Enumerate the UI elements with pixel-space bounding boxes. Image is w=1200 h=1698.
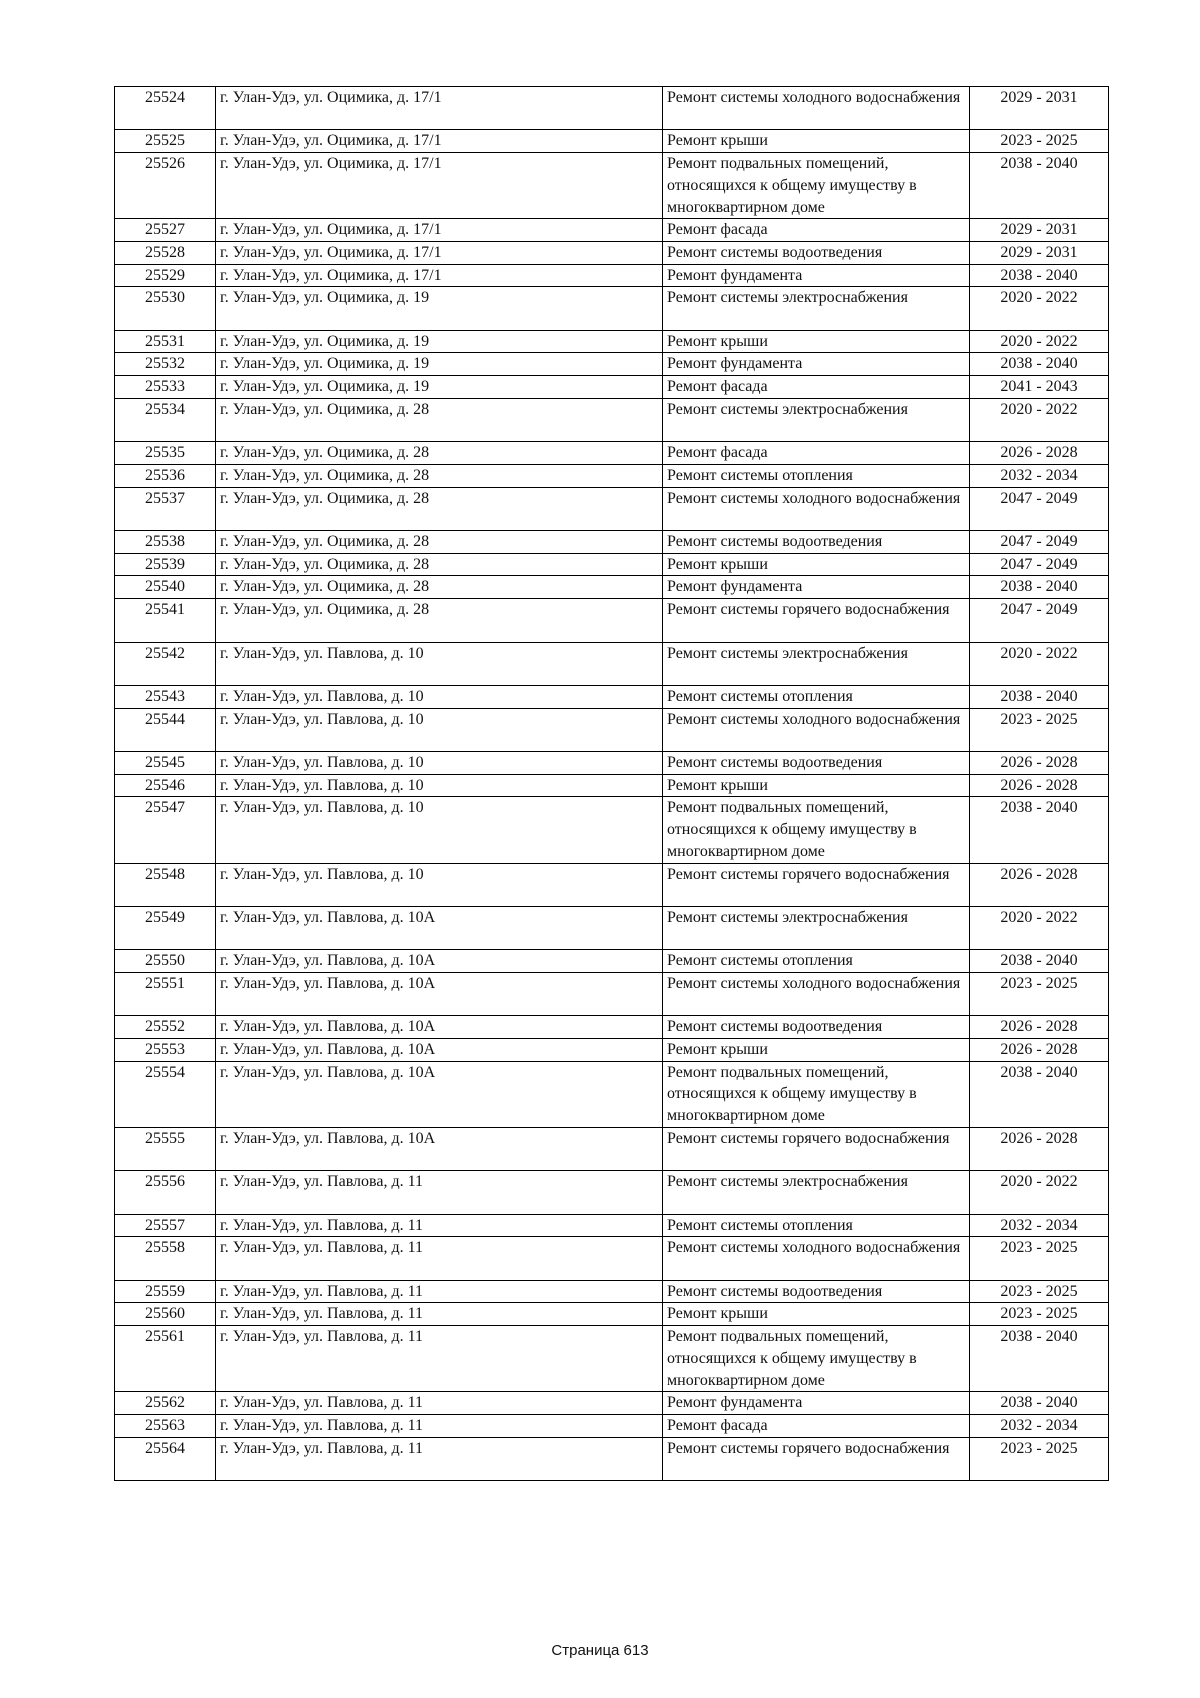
address-cell: г. Улан-Удэ, ул. Павлова, д. 10 (216, 774, 663, 797)
table-row (115, 219, 1109, 242)
row-id-cell: 25545 (115, 751, 216, 774)
work-type-cell: Ремонт системы горячего водоснабжения (663, 863, 970, 906)
table-row (115, 1414, 1109, 1437)
work-type-cell: Ремонт системы электроснабжения (663, 1171, 970, 1214)
address-cell: г. Улан-Удэ, ул. Павлова, д. 11 (216, 1392, 663, 1415)
period-cell: 2032 - 2034 (970, 464, 1109, 487)
work-type-cell: Ремонт подвальных помещений, относящихся к общему имуществу в многоквартирном доме (663, 153, 970, 219)
work-type-cell: Ремонт системы холодного водоснабжения (663, 1237, 970, 1280)
table-row (115, 1171, 1109, 1214)
period-cell: 2020 - 2022 (970, 330, 1109, 353)
table-row (115, 1392, 1109, 1415)
work-type-cell: Ремонт системы горячего водоснабжения (663, 1127, 970, 1170)
period-cell: 2029 - 2031 (970, 87, 1109, 130)
table-row (115, 1280, 1109, 1303)
row-id-cell: 25557 (115, 1214, 216, 1237)
work-type-cell: Ремонт крыши (663, 130, 970, 153)
row-id-cell: 25526 (115, 153, 216, 219)
row-id-cell: 25530 (115, 287, 216, 330)
table-row (115, 153, 1109, 219)
work-type-cell: Ремонт системы водоотведения (663, 751, 970, 774)
period-cell: 2038 - 2040 (970, 153, 1109, 219)
period-cell: 2041 - 2043 (970, 376, 1109, 399)
period-cell: 2023 - 2025 (970, 972, 1109, 1015)
period-cell: 2020 - 2022 (970, 1171, 1109, 1214)
address-cell: г. Улан-Удэ, ул. Оцимика, д. 19 (216, 287, 663, 330)
period-cell: 2038 - 2040 (970, 1392, 1109, 1415)
table-row (115, 599, 1109, 642)
table-row (115, 708, 1109, 751)
period-cell: 2047 - 2049 (970, 553, 1109, 576)
table-row (115, 906, 1109, 949)
page-number: Страница 613 (551, 1642, 649, 1659)
work-type-cell: Ремонт фасада (663, 376, 970, 399)
period-cell: 2026 - 2028 (970, 442, 1109, 465)
address-cell: г. Улан-Удэ, ул. Оцимика, д. 28 (216, 553, 663, 576)
address-cell: г. Улан-Удэ, ул. Павлова, д. 11 (216, 1303, 663, 1326)
table-row (115, 685, 1109, 708)
table-row (115, 1061, 1109, 1127)
row-id-cell: 25549 (115, 906, 216, 949)
period-cell: 2023 - 2025 (970, 1237, 1109, 1280)
table-row (115, 1326, 1109, 1392)
period-cell: 2038 - 2040 (970, 264, 1109, 287)
address-cell: г. Улан-Удэ, ул. Оцимика, д. 28 (216, 442, 663, 465)
period-cell: 2026 - 2028 (970, 1127, 1109, 1170)
address-cell: г. Улан-Удэ, ул. Павлова, д. 10А (216, 1016, 663, 1039)
table-row (115, 797, 1109, 863)
row-id-cell: 25528 (115, 241, 216, 264)
row-id-cell: 25564 (115, 1437, 216, 1480)
work-type-cell: Ремонт системы водоотведения (663, 531, 970, 554)
row-id-cell: 25558 (115, 1237, 216, 1280)
table-row (115, 241, 1109, 264)
period-cell: 2038 - 2040 (970, 576, 1109, 599)
address-cell: г. Улан-Удэ, ул. Павлова, д. 11 (216, 1437, 663, 1480)
work-type-cell: Ремонт системы горячего водоснабжения (663, 1437, 970, 1480)
work-type-cell: Ремонт фасада (663, 219, 970, 242)
period-cell: 2023 - 2025 (970, 130, 1109, 153)
row-id-cell: 25548 (115, 863, 216, 906)
address-cell: г. Улан-Удэ, ул. Оцимика, д. 28 (216, 531, 663, 554)
work-type-cell: Ремонт системы отопления (663, 950, 970, 973)
period-cell: 2038 - 2040 (970, 1061, 1109, 1127)
address-cell: г. Улан-Удэ, ул. Павлова, д. 10А (216, 950, 663, 973)
row-id-cell: 25535 (115, 442, 216, 465)
period-cell: 2023 - 2025 (970, 1303, 1109, 1326)
table-row (115, 576, 1109, 599)
work-type-cell: Ремонт системы электроснабжения (663, 906, 970, 949)
work-type-cell: Ремонт системы электроснабжения (663, 642, 970, 685)
row-id-cell: 25532 (115, 353, 216, 376)
row-id-cell: 25543 (115, 685, 216, 708)
row-id-cell: 25527 (115, 219, 216, 242)
row-id-cell: 25541 (115, 599, 216, 642)
work-type-cell: Ремонт фундамента (663, 576, 970, 599)
work-type-cell: Ремонт подвальных помещений, относящихся к общему имуществу в многоквартирном доме (663, 1326, 970, 1392)
row-id-cell: 25560 (115, 1303, 216, 1326)
address-cell: г. Улан-Удэ, ул. Павлова, д. 11 (216, 1237, 663, 1280)
work-type-cell: Ремонт подвальных помещений, относящихся к общему имуществу в многоквартирном доме (663, 797, 970, 863)
address-cell: г. Улан-Удэ, ул. Оцимика, д. 28 (216, 464, 663, 487)
period-cell: 2020 - 2022 (970, 287, 1109, 330)
row-id-cell: 25529 (115, 264, 216, 287)
row-id-cell: 25536 (115, 464, 216, 487)
table-row (115, 642, 1109, 685)
row-id-cell: 25544 (115, 708, 216, 751)
address-cell: г. Улан-Удэ, ул. Павлова, д. 10 (216, 751, 663, 774)
work-type-cell: Ремонт фасада (663, 1414, 970, 1437)
row-id-cell: 25525 (115, 130, 216, 153)
work-type-cell: Ремонт крыши (663, 553, 970, 576)
period-cell: 2029 - 2031 (970, 219, 1109, 242)
table-row (115, 1237, 1109, 1280)
repair-schedule-table (114, 86, 1109, 1481)
work-type-cell: Ремонт крыши (663, 1303, 970, 1326)
work-type-cell: Ремонт системы электроснабжения (663, 398, 970, 441)
address-cell: г. Улан-Удэ, ул. Оцимика, д. 17/1 (216, 153, 663, 219)
table-row (115, 1039, 1109, 1062)
row-id-cell: 25552 (115, 1016, 216, 1039)
period-cell: 2038 - 2040 (970, 685, 1109, 708)
work-type-cell: Ремонт системы горячего водоснабжения (663, 599, 970, 642)
address-cell: г. Улан-Удэ, ул. Павлова, д. 10 (216, 863, 663, 906)
row-id-cell: 25531 (115, 330, 216, 353)
address-cell: г. Улан-Удэ, ул. Павлова, д. 10 (216, 642, 663, 685)
address-cell: г. Улан-Удэ, ул. Павлова, д. 11 (216, 1171, 663, 1214)
row-id-cell: 25546 (115, 774, 216, 797)
row-id-cell: 25534 (115, 398, 216, 441)
row-id-cell: 25538 (115, 531, 216, 554)
period-cell: 2026 - 2028 (970, 774, 1109, 797)
row-id-cell: 25547 (115, 797, 216, 863)
work-type-cell: Ремонт крыши (663, 1039, 970, 1062)
row-id-cell: 25540 (115, 576, 216, 599)
period-cell: 2023 - 2025 (970, 1437, 1109, 1480)
address-cell: г. Улан-Удэ, ул. Павлова, д. 10 (216, 685, 663, 708)
table-body (115, 87, 1109, 1481)
table-row (115, 130, 1109, 153)
address-cell: г. Улан-Удэ, ул. Павлова, д. 10 (216, 797, 663, 863)
address-cell: г. Улан-Удэ, ул. Оцимика, д. 17/1 (216, 264, 663, 287)
table-row (115, 264, 1109, 287)
row-id-cell: 25542 (115, 642, 216, 685)
work-type-cell: Ремонт системы холодного водоснабжения (663, 487, 970, 530)
row-id-cell: 25555 (115, 1127, 216, 1170)
period-cell: 2023 - 2025 (970, 1280, 1109, 1303)
period-cell: 2047 - 2049 (970, 487, 1109, 530)
period-cell: 2038 - 2040 (970, 797, 1109, 863)
address-cell: г. Улан-Удэ, ул. Оцимика, д. 19 (216, 353, 663, 376)
period-cell: 2038 - 2040 (970, 950, 1109, 973)
table-row (115, 972, 1109, 1015)
table-row (115, 487, 1109, 530)
table-row (115, 1016, 1109, 1039)
table-row (115, 398, 1109, 441)
work-type-cell: Ремонт фундамента (663, 264, 970, 287)
period-cell: 2026 - 2028 (970, 1039, 1109, 1062)
period-cell: 2032 - 2034 (970, 1414, 1109, 1437)
table-row (115, 553, 1109, 576)
address-cell: г. Улан-Удэ, ул. Оцимика, д. 28 (216, 487, 663, 530)
work-type-cell: Ремонт системы холодного водоснабжения (663, 87, 970, 130)
work-type-cell: Ремонт системы отопления (663, 685, 970, 708)
row-id-cell: 25553 (115, 1039, 216, 1062)
table-row (115, 442, 1109, 465)
table-row (115, 531, 1109, 554)
period-cell: 2047 - 2049 (970, 599, 1109, 642)
row-id-cell: 25550 (115, 950, 216, 973)
address-cell: г. Улан-Удэ, ул. Павлова, д. 10 (216, 708, 663, 751)
period-cell: 2026 - 2028 (970, 1016, 1109, 1039)
period-cell: 2029 - 2031 (970, 241, 1109, 264)
period-cell: 2026 - 2028 (970, 863, 1109, 906)
work-type-cell: Ремонт системы отопления (663, 1214, 970, 1237)
work-type-cell: Ремонт системы отопления (663, 464, 970, 487)
period-cell: 2023 - 2025 (970, 708, 1109, 751)
row-id-cell: 25539 (115, 553, 216, 576)
table-row (115, 1214, 1109, 1237)
table-row (115, 464, 1109, 487)
address-cell: г. Улан-Удэ, ул. Оцимика, д. 17/1 (216, 130, 663, 153)
row-id-cell: 25559 (115, 1280, 216, 1303)
row-id-cell: 25563 (115, 1414, 216, 1437)
address-cell: г. Улан-Удэ, ул. Оцимика, д. 19 (216, 330, 663, 353)
table-row (115, 353, 1109, 376)
period-cell: 2032 - 2034 (970, 1214, 1109, 1237)
work-type-cell: Ремонт системы холодного водоснабжения (663, 972, 970, 1015)
period-cell: 2038 - 2040 (970, 353, 1109, 376)
row-id-cell: 25556 (115, 1171, 216, 1214)
address-cell: г. Улан-Удэ, ул. Оцимика, д. 28 (216, 398, 663, 441)
address-cell: г. Улан-Удэ, ул. Оцимика, д. 19 (216, 376, 663, 399)
table-row (115, 1437, 1109, 1480)
address-cell: г. Улан-Удэ, ул. Павлова, д. 11 (216, 1326, 663, 1392)
table-row (115, 1303, 1109, 1326)
table-row (115, 863, 1109, 906)
table-row (115, 376, 1109, 399)
address-cell: г. Улан-Удэ, ул. Оцимика, д. 17/1 (216, 87, 663, 130)
period-cell: 2020 - 2022 (970, 906, 1109, 949)
period-cell: 2020 - 2022 (970, 642, 1109, 685)
row-id-cell: 25533 (115, 376, 216, 399)
period-cell: 2038 - 2040 (970, 1326, 1109, 1392)
period-cell: 2047 - 2049 (970, 531, 1109, 554)
table-row (115, 287, 1109, 330)
work-type-cell: Ремонт системы водоотведения (663, 241, 970, 264)
address-cell: г. Улан-Удэ, ул. Оцимика, д. 17/1 (216, 219, 663, 242)
address-cell: г. Улан-Удэ, ул. Павлова, д. 10А (216, 1127, 663, 1170)
address-cell: г. Улан-Удэ, ул. Павлова, д. 11 (216, 1414, 663, 1437)
table-row (115, 330, 1109, 353)
row-id-cell: 25524 (115, 87, 216, 130)
table-row (115, 751, 1109, 774)
row-id-cell: 25537 (115, 487, 216, 530)
row-id-cell: 25562 (115, 1392, 216, 1415)
work-type-cell: Ремонт системы электроснабжения (663, 287, 970, 330)
work-type-cell: Ремонт фасада (663, 442, 970, 465)
address-cell: г. Улан-Удэ, ул. Павлова, д. 10А (216, 972, 663, 1015)
table-row (115, 87, 1109, 130)
row-id-cell: 25551 (115, 972, 216, 1015)
address-cell: г. Улан-Удэ, ул. Павлова, д. 11 (216, 1280, 663, 1303)
work-type-cell: Ремонт системы водоотведения (663, 1016, 970, 1039)
table-row (115, 950, 1109, 973)
table-row (115, 774, 1109, 797)
table-row (115, 1127, 1109, 1170)
work-type-cell: Ремонт фундамента (663, 353, 970, 376)
address-cell: г. Улан-Удэ, ул. Павлова, д. 10А (216, 906, 663, 949)
work-type-cell: Ремонт крыши (663, 774, 970, 797)
work-type-cell: Ремонт системы водоотведения (663, 1280, 970, 1303)
work-type-cell: Ремонт фундамента (663, 1392, 970, 1415)
row-id-cell: 25554 (115, 1061, 216, 1127)
address-cell: г. Улан-Удэ, ул. Павлова, д. 10А (216, 1039, 663, 1062)
work-type-cell: Ремонт подвальных помещений, относящихся к общему имуществу в многоквартирном доме (663, 1061, 970, 1127)
address-cell: г. Улан-Удэ, ул. Оцимика, д. 28 (216, 599, 663, 642)
work-type-cell: Ремонт системы холодного водоснабжения (663, 708, 970, 751)
period-cell: 2020 - 2022 (970, 398, 1109, 441)
period-cell: 2026 - 2028 (970, 751, 1109, 774)
address-cell: г. Улан-Удэ, ул. Оцимика, д. 17/1 (216, 241, 663, 264)
work-type-cell: Ремонт крыши (663, 330, 970, 353)
row-id-cell: 25561 (115, 1326, 216, 1392)
address-cell: г. Улан-Удэ, ул. Павлова, д. 10А (216, 1061, 663, 1127)
address-cell: г. Улан-Удэ, ул. Павлова, д. 11 (216, 1214, 663, 1237)
address-cell: г. Улан-Удэ, ул. Оцимика, д. 28 (216, 576, 663, 599)
